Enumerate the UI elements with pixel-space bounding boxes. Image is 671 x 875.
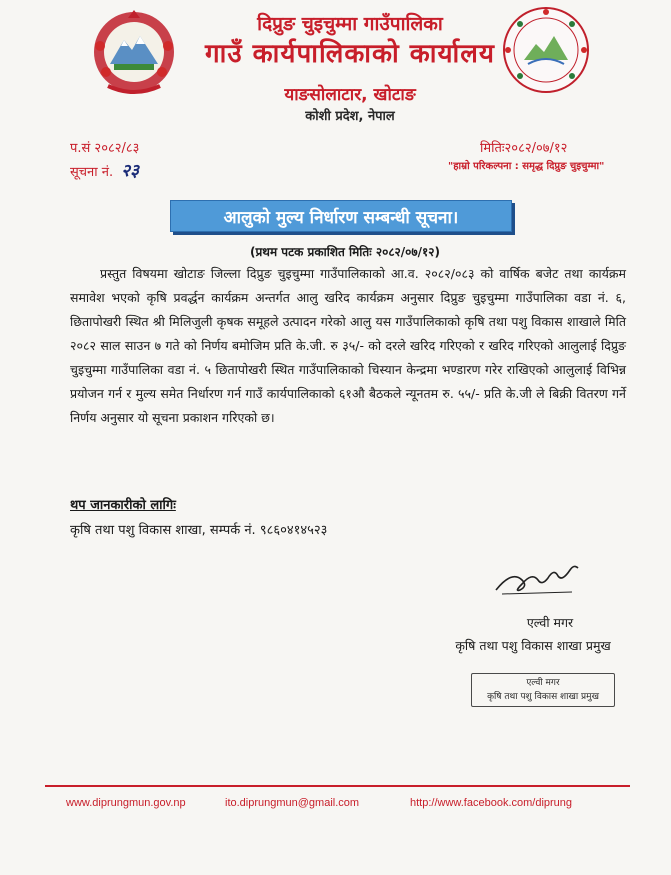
office-province: कोशी प्रदेश, नेपाल (305, 109, 395, 124)
notice-paragraph: प्रस्तुत विषयमा खोटाङ जिल्ला दिप्रुङ चुइचुम्मा गाउँपालिकाको आ.व. २०८२/०८३ को वार्षिक बजेट तथा कार्यक्रम समावेश भएको कृषि प्रवर्द्धन कार्यक्रम अन्तर्गत आलु खरिद कार्यक्रम अनुसार दिप्रुङ चुइचुम्मा गाउँपालिका वडा नं. ६, छितापोखरी स्थित श्री मिलिजुली कृषक समूहले उत्पादन गरेको आलु यस गाउँपालिकाको कृषि तथा पशु विकास शाखाले मिति २०८२ साल साउन ७ गते को निर्णय बमोजिम प्रति के.जी. रु ३५/- को दरले खरिद गरिएको र खरिद गरिएको आलुलाई दिप्रुङ चुइचुम्मा गाउँपालिका वडा नं. ५ छितापोखरी स्थित गाउँपालिकाको चिस्यान केन्द्रमा भण्डारण गरेर राखिएको आलुलाई विभिन्न प्रयोजन गर्न र मुल्य समेत निर्धारण गर्न गाउँ कार्यपालिकाको ६१औ बैठकले न्यूनतम रु. ५५/- प्रति के.जी ले बिक्री वितरण गर्ने निर्णय अनुसार यो सूचना प्रकाशन गरिएको छ। (70, 266, 626, 425)
footer-divider (45, 785, 630, 787)
slogan: "हाम्रो परिकल्पना : समृद्ध दिप्रुङ चुइचुम्मा" (448, 161, 605, 172)
signatory-title: कृषि तथा पशु विकास शाखा प्रमुख (455, 638, 611, 653)
notice-number-value: २३ (121, 161, 139, 181)
stamp-title: कृषि तथा पशु विकास शाखा प्रमुख (487, 692, 599, 702)
notice-title: आलुको मुल्य निर्धारण सम्बन्धी सूचना। (170, 200, 512, 232)
office-place: याङसोलाटार, खोटाङ (284, 85, 416, 105)
footer-email-link[interactable]: ito.diprungmun@gmail.com (225, 797, 360, 809)
published-date: (प्रथम पटक प्रकाशित मितिः २०८२/०७/१२) (249, 245, 441, 259)
footer-facebook-link[interactable]: http://www.facebook.com/diprung (410, 797, 573, 809)
office-name: गाउँ कार्यपालिकाको कार्यालय (205, 39, 495, 69)
more-info-heading: थप जानकारीको लागिः (70, 498, 176, 513)
municipality-name: दिप्रुङ चुइचुम्मा गाउँपालिका (257, 13, 443, 35)
notice-number (70, 158, 139, 181)
official-stamp (471, 673, 615, 707)
notice-date: मितिः२०८२/०७/१२ (480, 141, 568, 156)
reference-number: प.सं २०८२/८३ (70, 141, 140, 156)
stamp-name: एल्वी मगर (526, 678, 560, 688)
signature-icon (492, 550, 582, 598)
notice-body (70, 262, 626, 430)
signatory-name: एल्वी मगर (526, 615, 574, 630)
footer-website-link[interactable]: www.diprungmun.gov.np (66, 797, 186, 809)
contact-info: कृषि तथा पशु विकास शाखा, सम्पर्क नं. ९८६०४१४५२३ (70, 523, 328, 538)
notice-number-label: सूचना नं. (70, 165, 114, 180)
